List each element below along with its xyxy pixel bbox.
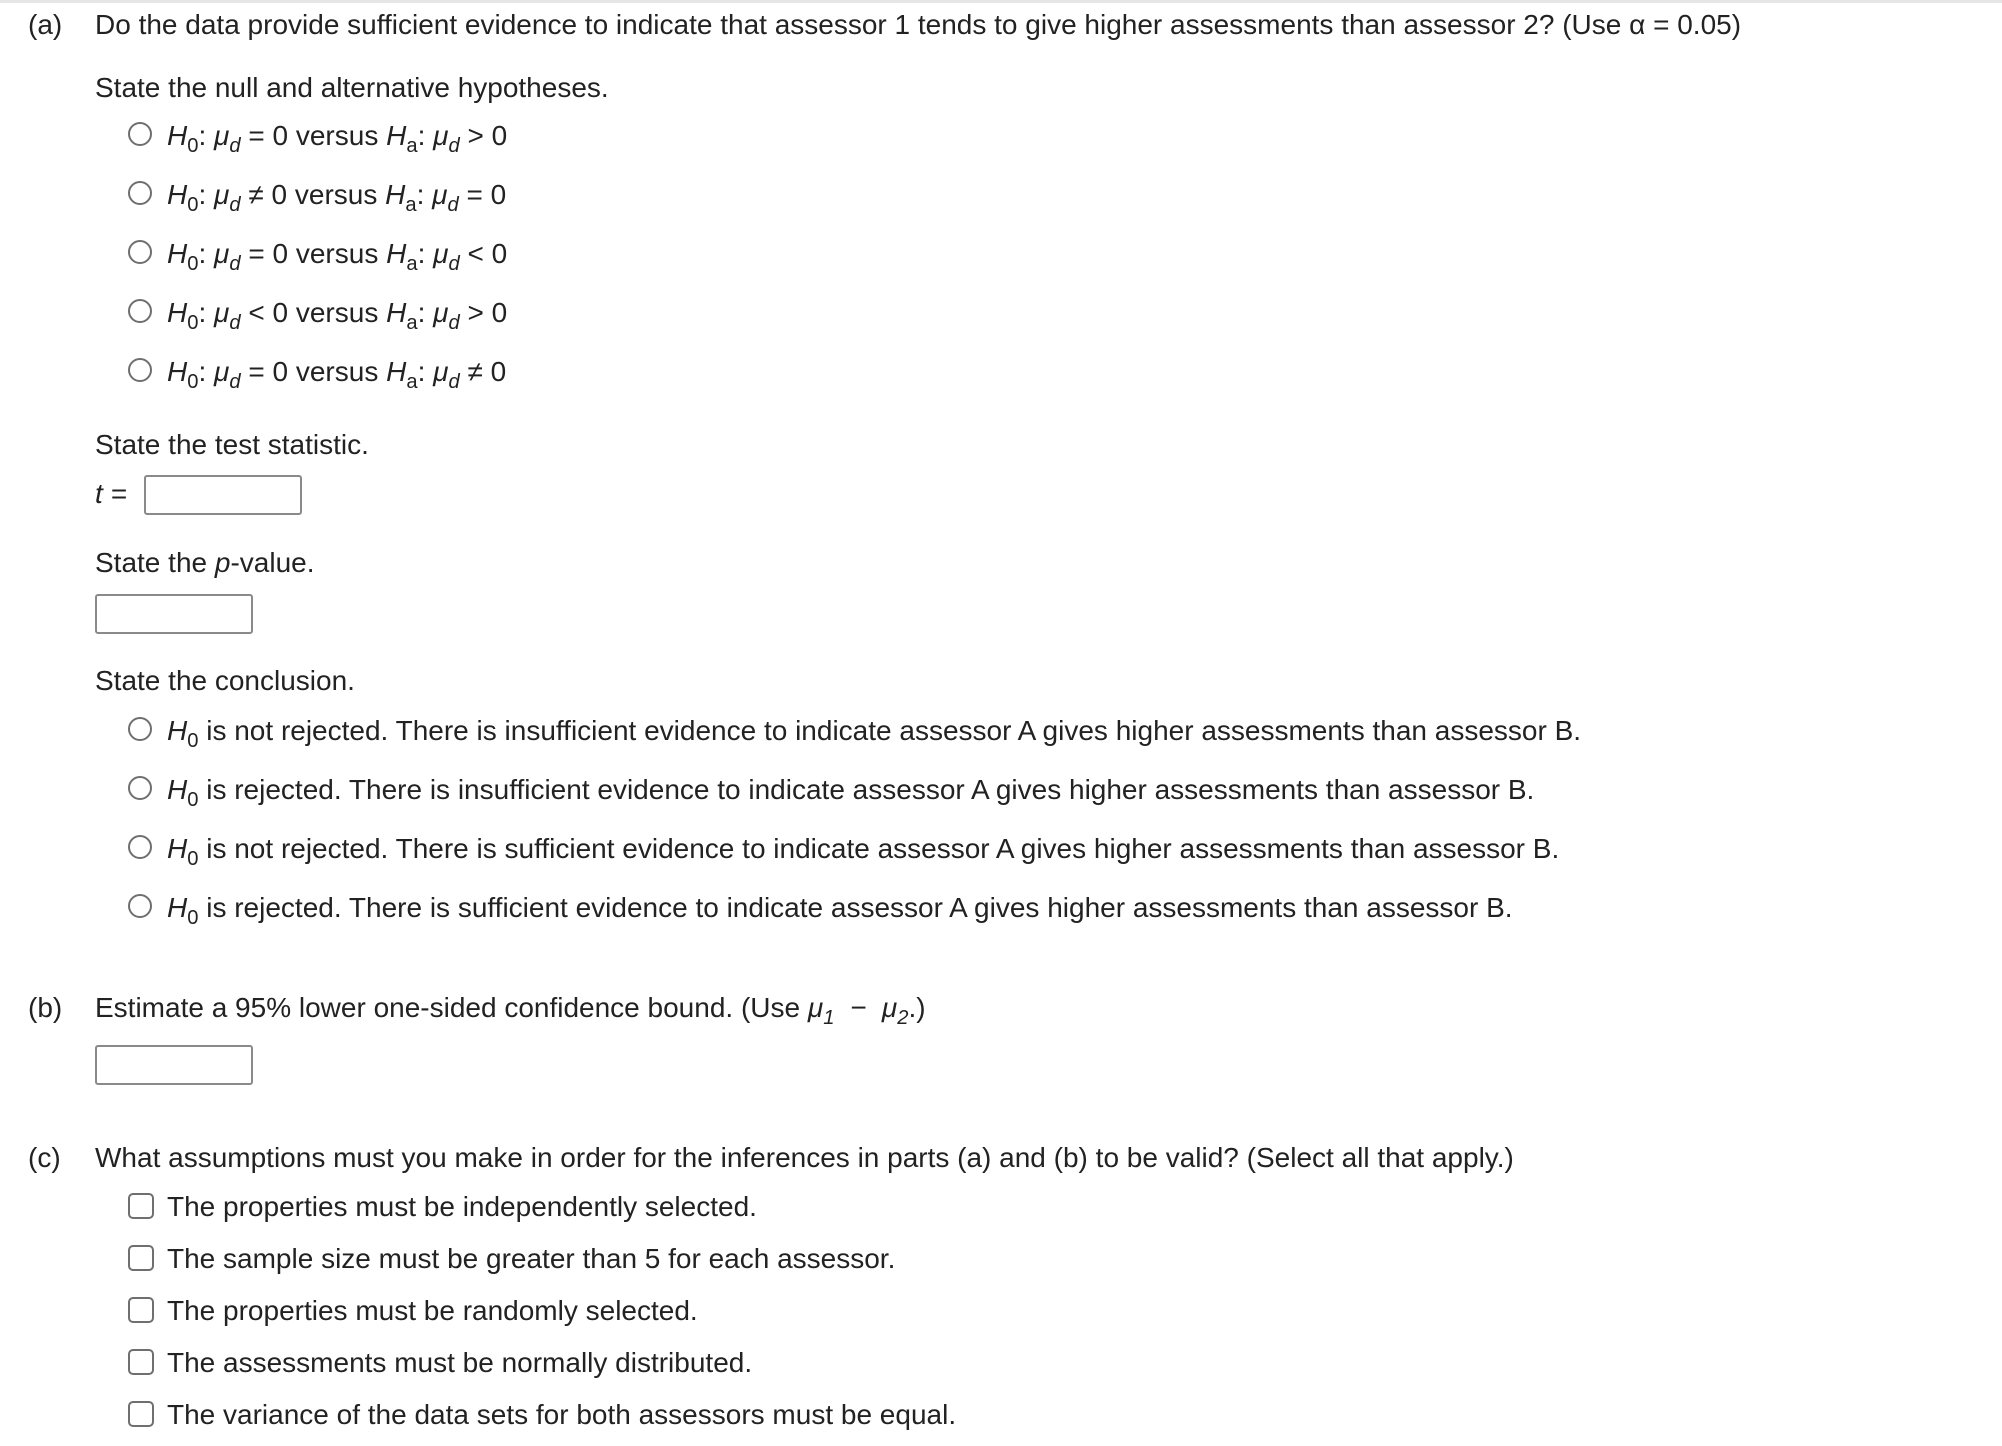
conclusion-option-3[interactable]: $H_0$ is not rejected. There is sufficient evidence to indicate assessor A gives higher assessments than assessor B.	[167, 833, 1560, 871]
part-b-question-suffix: .)	[908, 992, 926, 1023]
part-c-label: (c)	[28, 1142, 61, 1173]
h0-value: 0	[272, 120, 289, 151]
assumption-checkbox-2[interactable]	[128, 1245, 154, 1271]
conclusion-prompt: State the conclusion.	[95, 665, 355, 696]
h0-relation: =	[248, 238, 265, 269]
part-a-label: (a)	[28, 9, 63, 40]
versus-word: versus	[294, 179, 378, 210]
assumption-option-5[interactable]: The variance of the data sets for both assessors must be equal.	[167, 1399, 957, 1430]
pvalue-prompt	[95, 546, 315, 580]
conclusion-radio-3[interactable]	[128, 835, 152, 859]
assumption-option-4[interactable]: The assessments must be normally distributed.	[167, 1347, 753, 1378]
versus-word: versus	[295, 356, 379, 387]
hypothesis-radio-2[interactable]	[128, 181, 152, 205]
conclusion-text: is not rejected. There is insufficient evidence to indicate assessor A gives higher assessments than assessor B.	[206, 715, 1582, 746]
confidence-bound-input[interactable]	[95, 1045, 253, 1085]
hypothesis-radio-1[interactable]	[128, 122, 152, 146]
ha-relation: ≠	[467, 356, 483, 387]
conclusion-option-1[interactable]: $H_0$ is not rejected. There is insufficient evidence to indicate assessor A gives higher assessments than assessor B.	[167, 715, 1582, 753]
assumption-option-3[interactable]: The properties must be randomly selected.	[167, 1295, 698, 1326]
ha-relation: >	[467, 297, 484, 328]
assumption-checkbox-4[interactable]	[128, 1349, 154, 1375]
ha-relation: =	[466, 179, 483, 210]
assumption-option-2[interactable]: The sample size must be greater than 5 for each assessor.	[167, 1243, 896, 1274]
hypothesis-radio-5[interactable]	[128, 358, 152, 382]
h0-value: 0	[272, 297, 289, 328]
ha-relation: <	[467, 238, 484, 269]
hypothesis-option-1[interactable]: $H_0$: $\mu_d = 0$ versus $H_a$: $\mu_d > 0$	[167, 120, 508, 158]
ha-value: 0	[491, 297, 508, 328]
h0-value: 0	[272, 238, 289, 269]
part-b-question-prefix: Estimate a 95% lower one-sided confidence bound. (Use	[95, 992, 808, 1023]
ha-value: 0	[490, 356, 507, 387]
h0-relation: <	[248, 297, 265, 328]
conclusion-option-4[interactable]: $H_0$ is rejected. There is sufficient evidence to indicate assessor A gives higher assessments than assessor B.	[167, 892, 1513, 930]
top-divider	[0, 0, 2002, 3]
versus-word: versus	[295, 297, 379, 328]
conclusion-text: is rejected. There is sufficient evidence to indicate assessor A gives higher assessments than assessor B.	[206, 892, 1513, 923]
pvalue-input[interactable]	[95, 594, 253, 634]
ha-relation: >	[467, 120, 484, 151]
mu-difference: $\mu_1 - \mu_2$	[807, 992, 909, 1030]
hypothesis-option-5[interactable]: $H_0$: $\mu_d = 0$ versus $H_a$: $\mu_d \ne 0$	[167, 356, 507, 394]
hypothesis-radio-3[interactable]	[128, 240, 152, 264]
ha-value: 0	[491, 120, 508, 151]
h0-relation: =	[248, 356, 265, 387]
h0-value: 0	[272, 356, 289, 387]
part-a-question: Do the data provide sufficient evidence to indicate that assessor 1 tends to give higher assessments than assessor 2? (Use α = 0.05)	[95, 9, 1742, 40]
conclusion-radio-4[interactable]	[128, 894, 152, 918]
h0-relation: ≠	[248, 179, 264, 210]
t-label: t =	[95, 478, 127, 509]
conclusion-radio-2[interactable]	[128, 776, 152, 800]
part-b-label: (b)	[28, 992, 63, 1023]
versus-word: versus	[295, 238, 379, 269]
conclusion-radio-1[interactable]	[128, 717, 152, 741]
conclusion-text: is rejected. There is insufficient evidence to indicate assessor A gives higher assessments than assessor B.	[206, 774, 1535, 805]
test-statistic-input[interactable]	[144, 475, 302, 515]
assumption-checkbox-5[interactable]	[128, 1401, 154, 1427]
hypothesis-option-2[interactable]: $H_0$: $\mu_d \ne 0$ versus $H_a$: $\mu_d = 0$	[167, 179, 507, 217]
ha-value: 0	[491, 238, 508, 269]
assumption-option-1[interactable]: The properties must be independently selected.	[167, 1191, 757, 1222]
ha-value: 0	[490, 179, 507, 210]
pvalue-prompt-prefix: State the	[95, 547, 215, 578]
test-stat-prompt: State the test statistic.	[95, 429, 369, 460]
conclusion-text: is not rejected. There is sufficient evidence to indicate assessor A gives higher assessments than assessor B.	[206, 833, 1560, 864]
conclusion-option-2[interactable]: $H_0$ is rejected. There is insufficient evidence to indicate assessor A gives higher assessments than assessor B.	[167, 774, 1535, 812]
h0-relation: =	[248, 120, 265, 151]
part-b-question	[95, 991, 926, 1030]
pvalue-prompt-p: p	[214, 547, 231, 578]
h0-value: 0	[271, 179, 288, 210]
pvalue-prompt-suffix: -value.	[230, 547, 315, 578]
versus-word: versus	[295, 120, 379, 151]
part-c-question: What assumptions must you make in order for the inferences in parts (a) and (b) to be valid? (Select all that apply.)	[95, 1142, 1514, 1173]
hypotheses-prompt: State the null and alternative hypotheses.	[95, 72, 609, 103]
hypothesis-radio-4[interactable]	[128, 299, 152, 323]
assumption-checkbox-3[interactable]	[128, 1297, 154, 1323]
hypothesis-option-4[interactable]: $H_0$: $\mu_d < 0$ versus $H_a$: $\mu_d > 0$	[167, 297, 508, 335]
hypothesis-option-3[interactable]: $H_0$: $\mu_d = 0$ versus $H_a$: $\mu_d < 0$	[167, 238, 508, 276]
assumption-checkbox-1[interactable]	[128, 1193, 154, 1219]
